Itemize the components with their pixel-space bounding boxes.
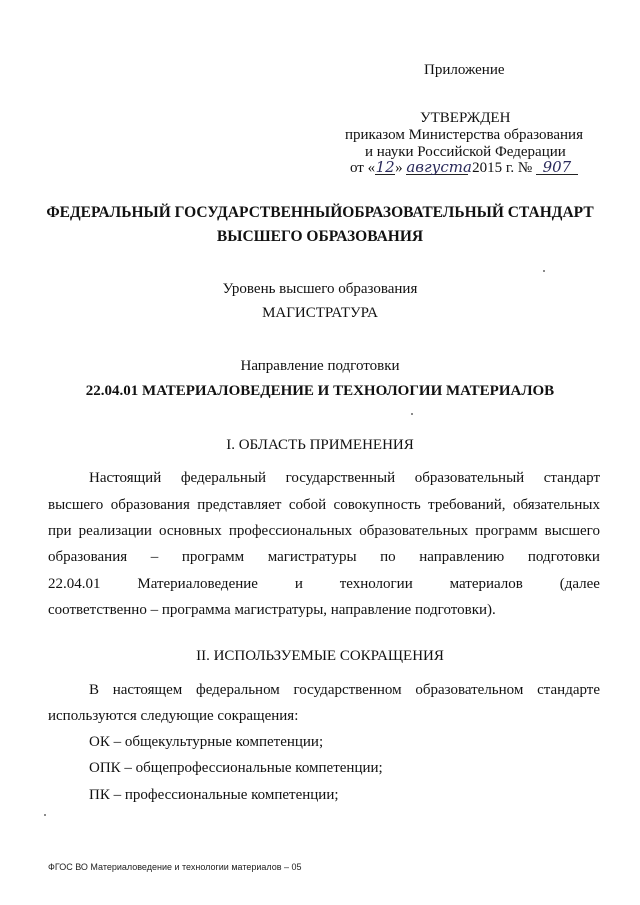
approved-label: УТВЕРЖДЕН: [420, 110, 511, 126]
page-footer: ФГОС ВО Материаловедение и технологии материалов – 05: [48, 862, 302, 872]
word: высшего: [48, 497, 104, 513]
word: представляет: [197, 497, 282, 513]
appendix-label: Приложение: [424, 62, 505, 78]
word: материалов: [449, 576, 523, 592]
word: (далее: [559, 576, 600, 592]
word: стандарте: [537, 682, 600, 698]
word: федеральный: [180, 470, 267, 486]
word: магистратуры: [267, 549, 357, 565]
word: образовательном: [415, 682, 524, 698]
word: и: [294, 576, 303, 592]
direction-value: 22.04.01 МАТЕРИАЛОВЕДЕНИЕ И ТЕХНОЛОГИИ МАТЕРИАЛОВ: [85, 383, 555, 399]
date-mid: »: [395, 160, 403, 176]
direction-label: Направление подготовки: [240, 358, 400, 374]
order-line-1: приказом Министерства образования: [345, 127, 583, 143]
word: государственный: [285, 470, 396, 486]
scan-speck: [411, 413, 413, 415]
section-2-intro-line-1: [89, 682, 600, 699]
word: –: [150, 549, 159, 565]
handwritten-day: 12: [375, 158, 395, 176]
level-value: МАГИСТРАТУРА: [262, 305, 378, 321]
word: реализации: [78, 523, 152, 539]
word: программ: [475, 523, 538, 539]
section-1-line-3: [48, 523, 600, 540]
word: профессиональных: [228, 523, 353, 539]
level-label: Уровень высшего образования: [222, 281, 418, 297]
word: подготовки: [527, 549, 600, 565]
section-1-line-5: [48, 576, 600, 593]
abbreviation-item: ОК – общекультурные компетенции;: [89, 734, 324, 750]
section-2-heading: II. ИСПОЛЬЗУЕМЫЕ СОКРАЩЕНИЯ: [196, 648, 444, 664]
section-1-line-2: [48, 497, 600, 514]
order-line-2: и науки Российской Федерации: [365, 144, 566, 160]
order-date-line: [350, 160, 578, 177]
scan-speck: [44, 814, 46, 816]
word: образовательный: [414, 470, 525, 486]
word: совокупность: [333, 497, 421, 513]
section-1-heading: I. ОБЛАСТЬ ПРИМЕНЕНИЯ: [226, 437, 414, 453]
word: стандарт: [543, 470, 600, 486]
word: по: [380, 549, 396, 565]
handwritten-number: 907: [536, 160, 578, 175]
title-line-2: ВЫСШЕГО ОБРАЗОВАНИЯ: [216, 228, 424, 245]
title-line-1: ФЕДЕРАЛЬНЫЙ ГОСУДАРСТВЕННЫЙОБРАЗОВАТЕЛЬНЫЙ СТАНДАРТ: [46, 204, 594, 221]
word: настоящем: [112, 682, 183, 698]
word: собой: [288, 497, 327, 513]
word: основных: [159, 523, 222, 539]
section-2-intro-line-2: используются следующие сокращения:: [48, 708, 299, 724]
word: Материаловедение: [137, 576, 258, 592]
date-prefix: от «: [350, 160, 376, 176]
word: программ: [181, 549, 245, 565]
word: требований,: [428, 497, 506, 513]
word: 22.04.01: [48, 576, 101, 592]
word: образования: [48, 549, 128, 565]
word: образовательных: [359, 523, 469, 539]
abbreviation-item: ПК – профессиональные компетенции;: [89, 787, 339, 803]
scan-speck: [543, 270, 545, 272]
word: технологии: [339, 576, 413, 592]
section-1-line-1: [89, 470, 600, 487]
word: обязательных: [512, 497, 600, 513]
word: направлению: [419, 549, 505, 565]
word: В: [89, 682, 100, 698]
section-1-line-4: [48, 549, 600, 566]
word: образования: [110, 497, 190, 513]
word: при: [48, 523, 72, 539]
word: государственном: [293, 682, 402, 698]
section-1-line-6: соответственно – программа магистратуры, направление подготовки).: [48, 602, 496, 618]
year-text: 2015 г. №: [472, 160, 533, 176]
handwritten-month: августа: [406, 158, 472, 176]
word: Настоящий: [89, 470, 162, 486]
word: федеральном: [195, 682, 280, 698]
word: высшего: [544, 523, 600, 539]
abbreviation-item: ОПК – общепрофессиональные компетенции;: [89, 760, 383, 776]
